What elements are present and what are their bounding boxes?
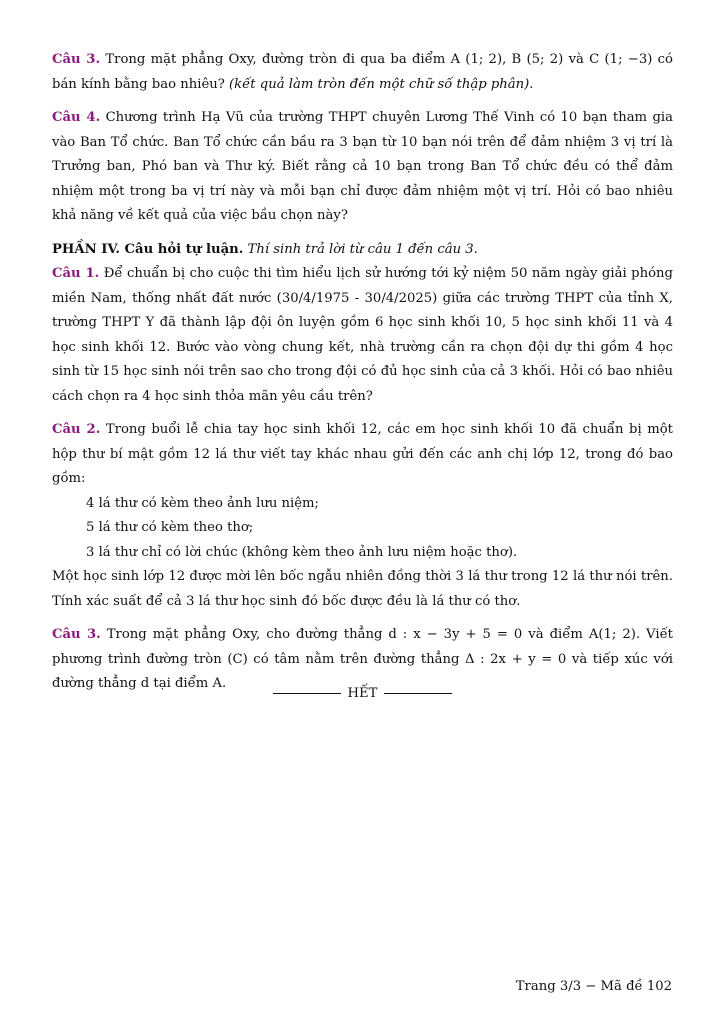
question-1-part-4 [52,262,673,409]
end-text: HẾT [347,686,378,701]
section-subtitle: Thí sinh trả lời từ câu 1 đến câu 3. [247,241,478,257]
list-item: 4 lá thư có kèm theo ảnh lưu niệm; [86,495,319,511]
list-item: 3 lá thư chỉ có lời chúc (không kèm theo ảnh lưu niệm hoặc thơ). [86,544,518,560]
question-text: Trong mặt phẳng Oxy, cho đường thẳng d : x − 3y + 5 = 0 và điểm A(1; 2). Viết phương trình đường tròn (C) có tâm nằm trên đường thẳng Δ : 2x + y = 0 và tiếp xúc với đường thẳng d tại điểm A. [52,627,673,691]
end-rule-left [273,693,341,694]
section-4-heading [52,238,673,263]
end-marker [0,686,725,701]
question-label: Câu 3. [52,52,101,67]
page-footer: Trang 3/3 − Mã đề 102 [515,979,672,994]
question-label: Câu 4. [52,110,101,125]
question-text: Trong buổi lễ chia tay học sinh khối 12, các em học sinh khối 10 đã chuẩn bị một hộp thư bí mật gồm 12 lá thư viết tay khác nhau gửi đến các anh chị lớp 12, trong đó bao gồm: [52,422,673,486]
question-2-part-4 [52,418,673,614]
end-rule-right [384,693,452,694]
question-text: Chương trình Hạ Vũ của trường THPT chuyên Lương Thế Vinh có 10 bạn tham gia vào Ban Tổ chức. Ban Tổ chức cần bầu ra 3 bạn từ 10 bạn nói trên để đảm nhiệm 3 vị trí là Trưởng ban, Phó ban và Thư ký. Biết rằng cả 10 bạn trong Ban Tổ chức đều có thể đảm nhiệm một trong ba vị trí này và mỗi bạn chỉ được đảm nhiệm một vị trí. Hỏi có bao nhiêu khả năng về kết quả của việc bầu chọn này? [52,110,673,223]
list-item: 5 lá thư có kèm theo thơ; [86,520,254,535]
question-label: Câu 3. [52,627,101,642]
question-3-part-3 [52,48,673,97]
question-label: Câu 1. [52,266,100,281]
exam-page [52,48,673,706]
question-text: Trong mặt phẳng Oxy, đường tròn đi qua ba điểm A (1; 2), B (5; 2) và C (1; −3) có bán kính bằng bao nhiêu? [52,52,673,92]
question-label: Câu 2. [52,422,101,437]
question-4-part-3 [52,106,673,229]
question-text: Để chuẩn bị cho cuộc thi tìm hiểu lịch sử hướng tới kỷ niệm 50 năm ngày giải phóng miền Nam, thống nhất đất nước (30/4/1975 - 30/4/2025) giữa các trường THPT của tỉnh X, trường THPT Y đã thành lập đội ôn luyện gồm 6 học sinh khối 10, 5 học sinh khối 11 và 4 học sinh khối 12. Bước vào vòng chung kết, nhà trường cần ra chọn đội dự thi gồm 4 học sinh từ 15 học sinh nói trên sao cho trong đội có đủ học sinh của cả 3 khối. Hỏi có bao nhiêu cách chọn ra 4 học sinh thỏa mãn yêu cầu trên? [52,266,673,404]
question-closing: Một học sinh lớp 12 được mời lên bốc ngẫu nhiên đồng thời 3 lá thư trong 12 lá thư nói trên. Tính xác suất để cả 3 lá thư học sinh đó bốc được đều là lá thư có thơ. [52,569,673,609]
section-title: PHẦN IV. Câu hỏi tự luận. [52,241,244,257]
question-note: (kết quả làm tròn đến một chữ số thập phân). [229,76,534,92]
